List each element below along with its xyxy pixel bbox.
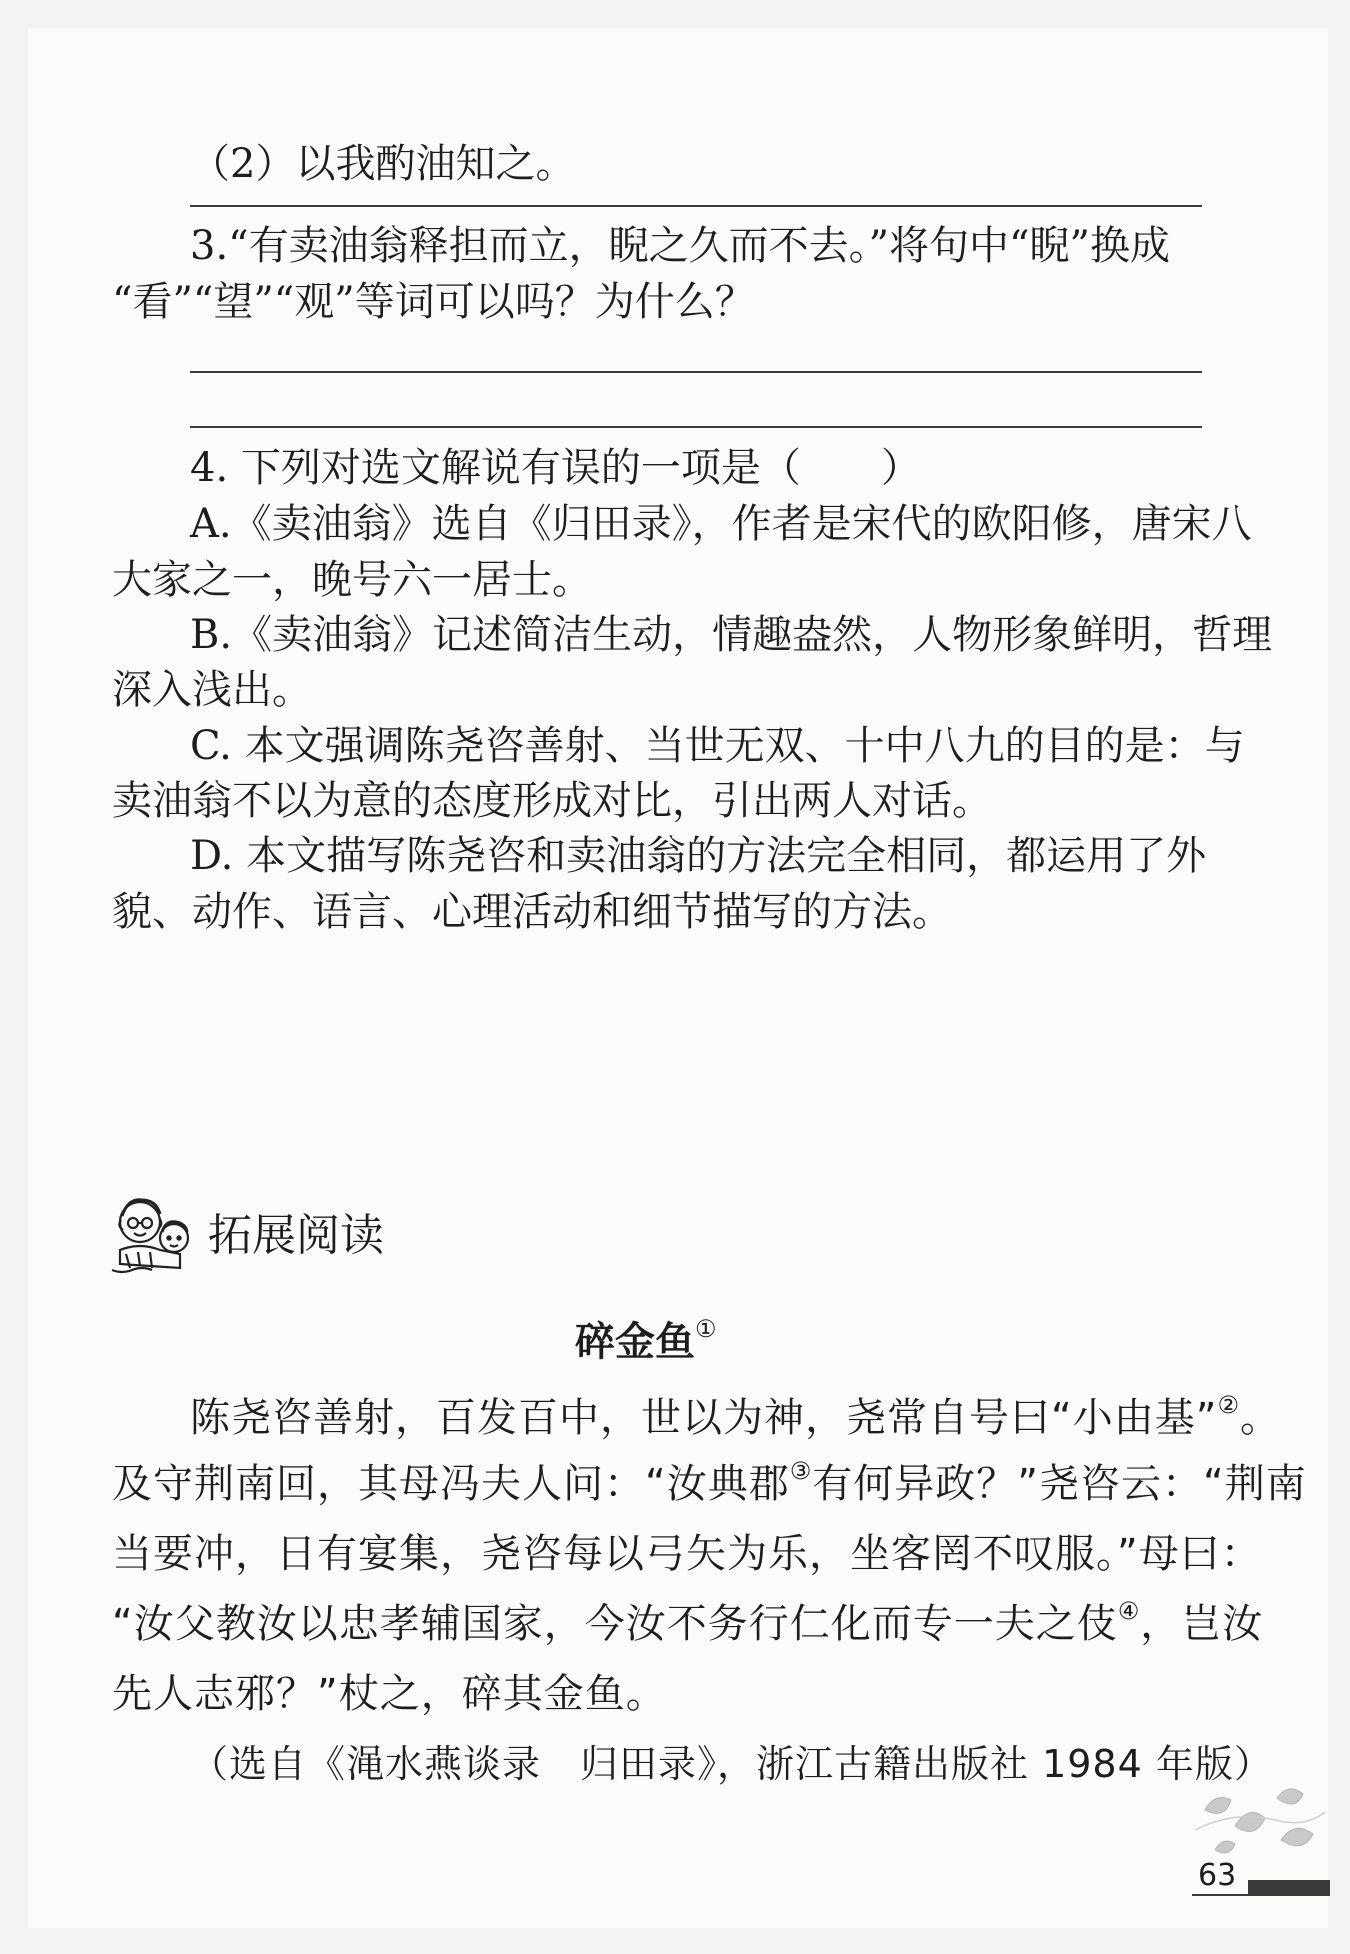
passage-text: 陈尧咨善射，百发百中，世以为神，尧常自号曰“小由基” bbox=[190, 1395, 1218, 1441]
passage-line-3: 当要冲，日有宴集，尧咨每以弓矢为乐，坐客罔不叹服。”母曰： bbox=[112, 1531, 1262, 1577]
option-a-line-2: 大家之一，晚号六一居士。 bbox=[112, 557, 592, 603]
option-d-line-1: D. 本文描写陈尧咨和卖油翁的方法完全相同，都运用了外 bbox=[190, 833, 1207, 879]
passage-title bbox=[575, 1315, 717, 1366]
option-b-line-2: 深入浅出。 bbox=[112, 667, 312, 713]
answer-line bbox=[190, 205, 1202, 207]
passage-line-1 bbox=[190, 1391, 1281, 1442]
footnote-marker: ④ bbox=[1117, 1597, 1141, 1625]
question-4-stem: 4. 下列对选文解说有误的一项是（ ） bbox=[190, 445, 921, 491]
passage-text: 及守荆南回，其母冯夫人问：“汝典郡 bbox=[112, 1461, 790, 1507]
passage-source: （选自《渑水燕谈录 归田录》，浙江古籍出版社 1984 年版） bbox=[190, 1742, 1273, 1786]
passage-line-5: 先人志邪？”杖之，碎其金鱼。 bbox=[112, 1671, 667, 1717]
option-d-line-2: 貌、动作、语言、心理活动和细节描写的方法。 bbox=[112, 889, 952, 935]
answer-line bbox=[190, 371, 1202, 373]
footnote-marker: ② bbox=[1217, 1391, 1240, 1419]
option-b-line-1: B.《卖油翁》记述简洁生动，情趣盎然，人物形象鲜明，哲理 bbox=[190, 612, 1273, 658]
passage-text: “汝父教汝以忠孝辅国家，今汝不务行仁化而专一夫之伎 bbox=[112, 1601, 1118, 1647]
question-3-line-1: 3.“有卖油翁释担而立，睨之久而不去。”将句中“睨”换成 bbox=[190, 223, 1170, 269]
page-number-bar bbox=[1248, 1880, 1330, 1894]
footnote-marker: ③ bbox=[789, 1457, 813, 1485]
passage-text: 有何异政？”尧咨云：“荆南 bbox=[812, 1461, 1307, 1507]
passage-title-text: 碎金鱼 bbox=[575, 1318, 695, 1365]
question-3-line-2: “看”“望”“观”等词可以吗？为什么？ bbox=[112, 279, 755, 325]
section-title: 拓展阅读 bbox=[208, 1210, 384, 1261]
passage-line-4 bbox=[112, 1597, 1264, 1648]
reading-kids-icon bbox=[108, 1190, 208, 1290]
passage-text: 。 bbox=[1239, 1395, 1281, 1441]
option-c-line-1: C. 本文强调陈尧咨善射、当世无双、十中八九的目的是：与 bbox=[190, 723, 1245, 769]
passage-line-2 bbox=[112, 1457, 1307, 1508]
passage-text: ，岂汝 bbox=[1140, 1601, 1264, 1647]
option-c-line-2: 卖油翁不以为意的态度形成对比，引出两人对话。 bbox=[112, 778, 992, 824]
option-a-line-1: A.《卖油翁》选自《归田录》，作者是宋代的欧阳修，唐宋八 bbox=[190, 501, 1252, 547]
page-number: 63 bbox=[1198, 1858, 1237, 1893]
answer-line bbox=[190, 426, 1202, 428]
page-number-rule bbox=[1192, 1894, 1330, 1896]
question-2-sub-2: （2）以我酌油知之。 bbox=[190, 141, 576, 187]
section-heading bbox=[108, 1190, 528, 1290]
footnote-marker: ① bbox=[695, 1315, 717, 1343]
